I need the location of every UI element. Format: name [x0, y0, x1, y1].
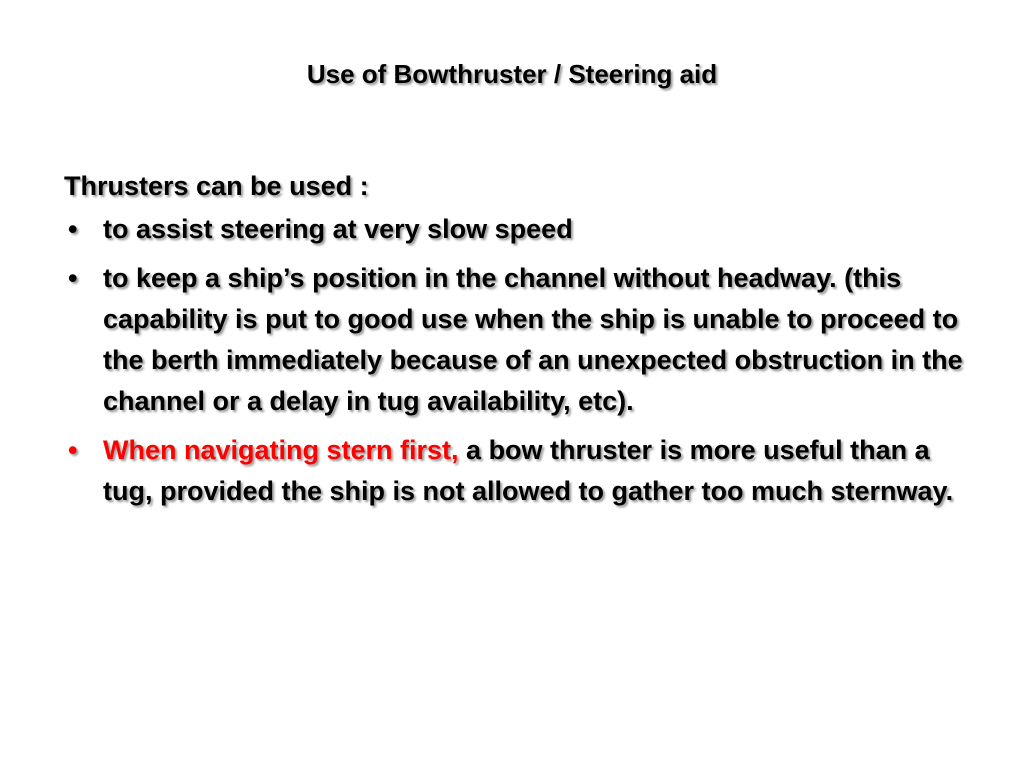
- slide-title: Use of Bowthruster / Steering aid: [306, 59, 718, 89]
- bullet-marker-icon: •: [68, 263, 78, 293]
- bullet-text: to keep a ship’s position in the channel without headway. (this capability is put to good use when the ship is unable to proceed to the berth immediately because of an unexpected obstruction in the channel or a delay in tug availability, etc).: [103, 263, 963, 416]
- bullet-marker-icon: •: [68, 435, 78, 465]
- bullet-text: to assist steering at very slow speed: [103, 214, 573, 244]
- bullet-highlight-text: When navigating stern first,: [103, 435, 459, 465]
- bullet-item-stern-first: [64, 430, 984, 512]
- bullet-item-position: [64, 258, 984, 422]
- bullet-item-steering: [64, 209, 984, 250]
- intro-text: Thrusters can be used :: [64, 171, 369, 201]
- bullet-marker-icon: •: [68, 214, 78, 244]
- bullet-text: a bow thruster is more useful than a tug, provided the ship is not allowed to gather too much sternway.: [103, 435, 954, 506]
- slide-body: [64, 166, 984, 520]
- bullet-list: [64, 209, 984, 512]
